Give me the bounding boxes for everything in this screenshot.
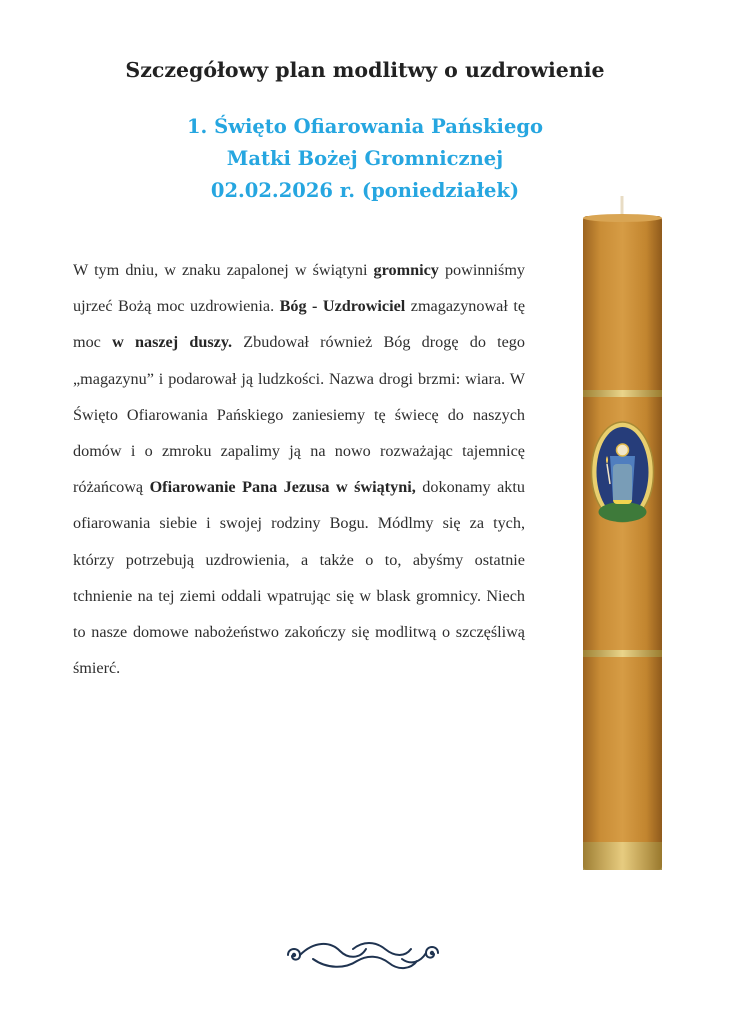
body-text-run: zmagazynował tę moc (73, 297, 526, 352)
candle-image (580, 194, 665, 874)
body-text (73, 252, 525, 686)
body-text-run: powinniśmy ujrzeć Bożą moc uzdrowienia. (73, 261, 525, 316)
emphasis-naszej-duszy: w naszej duszy. (112, 333, 233, 352)
body-text-run: W tym dniu, w znaku zapalonej w świątyni (73, 261, 374, 279)
ornament-divider (283, 935, 443, 973)
feast-date: 02.02.2026 r. (poniedziałek) (210, 179, 520, 202)
feast-subtitle: Matki Bożej Gromnicznej (226, 147, 504, 170)
emphasis-bog-uzdrowiciel: Bóg - Uzdrowiciel (279, 297, 406, 316)
body-paragraph (73, 252, 525, 686)
feast-name: 1. Święto Ofiarowania Pańskiego (186, 115, 544, 138)
body-text-run: dokonamy aktu ofiarowania siebie i swojej rodziny Bogu. Módlmy się za tych, którzy potrzebują uzdrowienia, a także o to, abyśmy ostatnie tchnienie na tej ziemi oddali wpatrując się w blask gromnicy. Niech to nasze domowe nabożeństwo zakończy się modlitwą o szczęśliwą śmierć. (73, 478, 525, 678)
body-text-run: Zbudował również Bóg drogę do tego „magazynu” i podarował ją ludzkości. Nazwa drogi brzmi: wiara. W Święto Ofiarowania Pańskiego zaniesiemy tę świecę do naszych domów i o zmroku zapalimy ją na nowo rozważając tajemnicę różańcową (73, 333, 525, 497)
page-title: Szczegółowy plan modlitwy o uzdrowienie (125, 58, 605, 82)
emphasis-gromnica: gromnicy (373, 261, 439, 279)
emphasis-ofiarowanie: Ofiarowanie Pana Jezusa w świątyni, (149, 478, 416, 497)
